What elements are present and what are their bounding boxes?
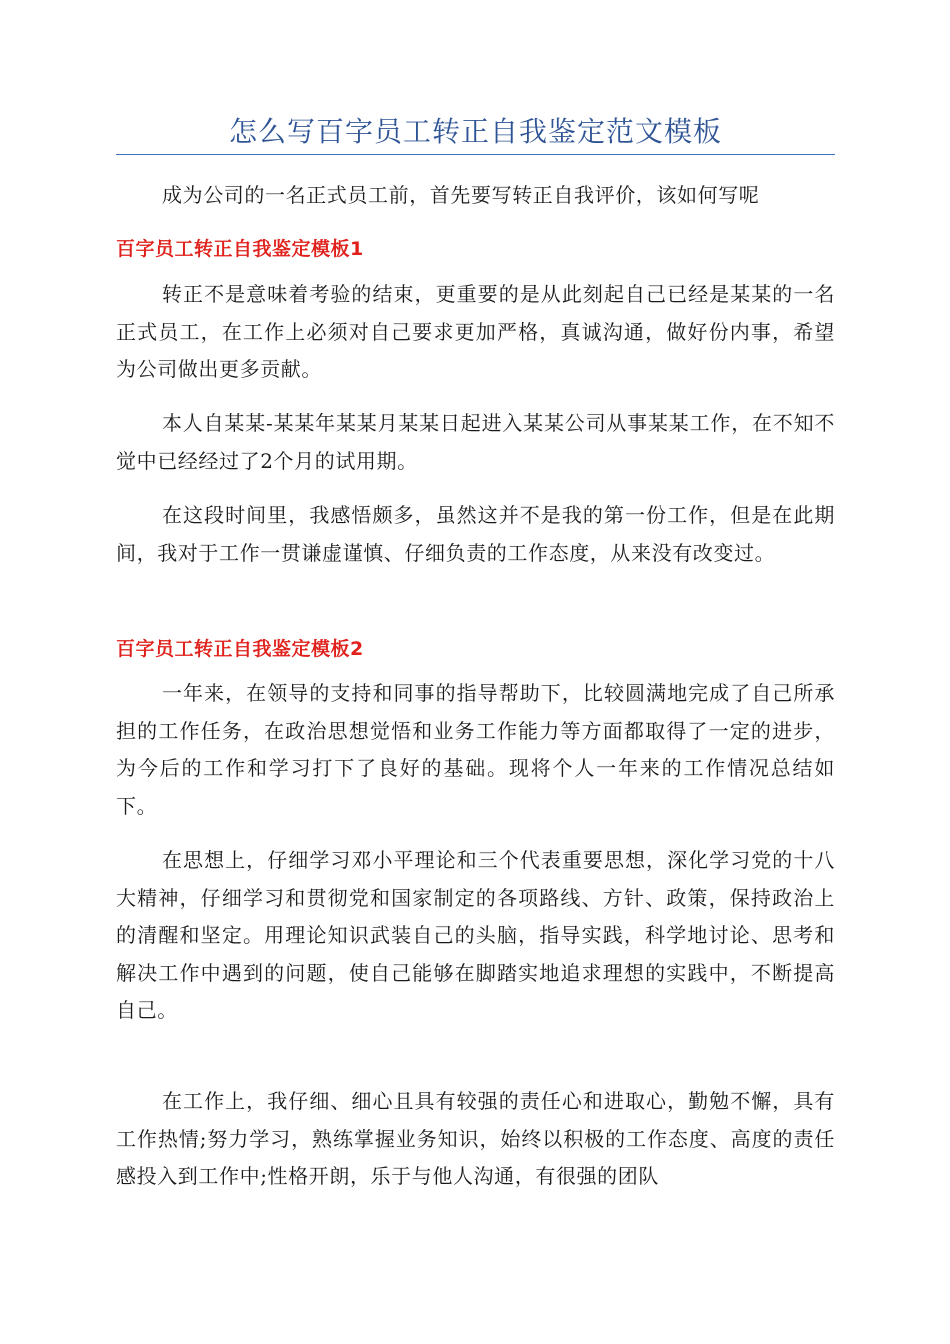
- document-title: 怎么写百字员工转正自我鉴定范文模板: [228, 115, 722, 148]
- intro-paragraph: 成为公司的一名正式员工前，首先要写转正自我评价，该如何写呢: [162, 183, 760, 207]
- section-2-paragraph-2: 在思想上，仔细学习邓小平理论和三个代表重要思想，深化学习党的十八大精神，仔细学习和贯彻党和国家制定的各项路线、方针、政策，保持政治上的清醒和坚定。用理论知识武装自己的头脑，指导实践，科学地讨论、思考和解决工作中遇到的问题，使自己能够在脚踏实地追求理想的实践中，不断提高自己。: [116, 848, 835, 1022]
- section-1-paragraph-2: 本人自某某-某某年某某月某某日起进入某某公司从事某某工作，在不知不觉中已经经过了2个月的试用期。: [116, 411, 835, 473]
- section-1-paragraph-3: 在这段时间里，我感悟颇多，虽然这并不是我的第一份工作，但是在此期间，我对于工作一贯谦虚谨慎、仔细负责的工作态度，从来没有改变过。: [116, 503, 835, 565]
- section-2-paragraph-1: 一年来，在领导的支持和同事的指导帮助下，比较圆满地完成了自己所承担的工作任务，在政治思想觉悟和业务工作能力等方面都取得了一定的进步，为今后的工作和学习打下了良好的基础。现将个人一年来的工作情况总结如下。: [116, 681, 835, 818]
- title-underline: [116, 154, 835, 155]
- section-heading-2: 百字员工转正自我鉴定模板2: [116, 638, 364, 660]
- section-2-paragraph-3: 在工作上，我仔细、细心且具有较强的责任心和进取心，勤勉不懈，具有工作热情;努力学习，熟练掌握业务知识，始终以积极的工作态度、高度的责任感投入到工作中;性格开朗，乐于与他人沟通，有很强的团队: [116, 1089, 835, 1188]
- section-1-paragraph-1: 转正不是意味着考验的结束，更重要的是从此刻起自己已经是某某的一名正式员工，在工作上必须对自己要求更加严格，真诚沟通，做好份内事，希望为公司做出更多贡献。: [116, 282, 835, 381]
- section-heading-1: 百字员工转正自我鉴定模板1: [116, 238, 364, 260]
